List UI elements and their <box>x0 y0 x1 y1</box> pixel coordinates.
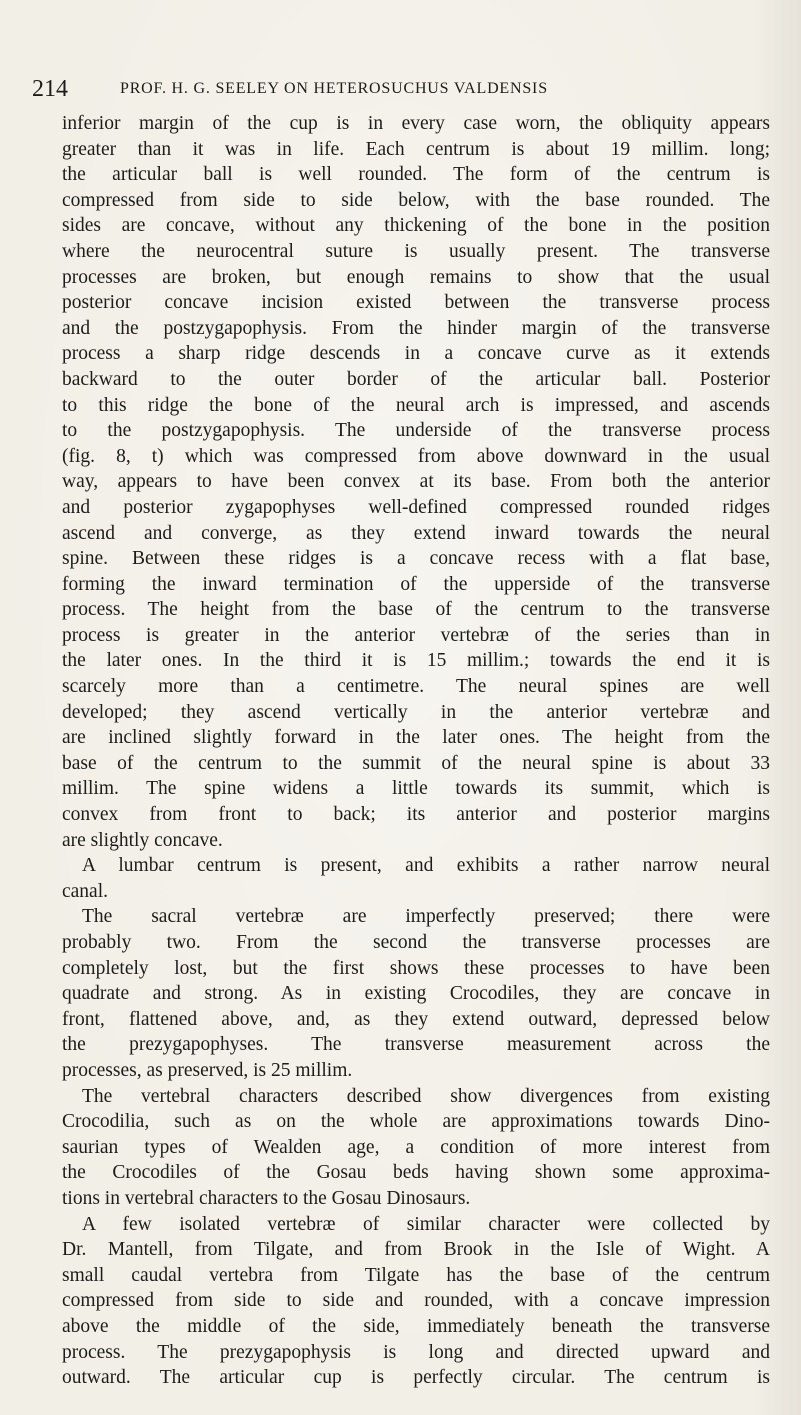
text-line: sides are concave, without any thickening of the bone in the position <box>62 215 770 237</box>
running-head: PROF. H. G. SEELEY ON HETEROSUCHUS VALDENSIS <box>120 80 548 97</box>
text-line: millim. The spine widens a little towards its summit, which is <box>62 778 770 800</box>
text-line: process is greater in the anterior vertebræ of the series than in <box>62 624 770 646</box>
text-line: the articular ball is well rounded. The form of the centrum is <box>62 164 770 186</box>
text-line: front, flattened above, and, as they extend outward, depressed below <box>62 1008 770 1030</box>
text-line: process. The prezygapophysis is long and directed upward and <box>62 1341 770 1363</box>
text-line: backward to the outer border of the articular ball. Posterior <box>62 368 770 390</box>
text-line: compressed from side to side and rounded, with a concave impression <box>62 1290 770 1312</box>
text-line: process a sharp ridge descends in a concave curve as it extends <box>62 343 770 365</box>
text-line: small caudal vertebra from Tilgate has the base of the centrum <box>62 1264 770 1286</box>
text-line: posterior concave incision existed between the transverse process <box>62 292 770 314</box>
text-line: the Crocodiles of the Gosau beds having shown some approxima- <box>62 1162 770 1184</box>
text-line: are inclined slightly forward in the later ones. The height from the <box>62 727 770 749</box>
text-line: probably two. From the second the transverse processes are <box>62 932 770 953</box>
paragraph <box>62 904 770 1083</box>
text-line: saurian types of Wealden age, a condition of more interest from <box>62 1136 770 1158</box>
page-number: 214 <box>32 76 68 102</box>
text-line: canal. <box>62 880 109 902</box>
paragraph <box>62 1212 770 1391</box>
text-line: spine. Between these ridges is a concave recess with a flat base, <box>62 548 770 570</box>
text-line: quadrate and strong. As in existing Crocodiles, they are concave in <box>62 983 770 1005</box>
text-line: tions in vertebral characters to the Gosau Dinosaurs. <box>62 1187 471 1209</box>
text-line: to this ridge the bone of the neural arch is impressed, and ascends <box>62 394 770 416</box>
text-line: processes are broken, but enough remains to show that the usual <box>62 266 770 288</box>
text-line: developed; they ascend vertically in the anterior vertebræ and <box>62 701 770 723</box>
text-line: A lumbar centrum is present, and exhibits a rather narrow neural <box>82 855 770 877</box>
text-line: The sacral vertebræ are imperfectly preserved; there were <box>82 906 770 928</box>
text-line: greater than it was in life. Each centrum is about 19 millim. long; <box>62 138 770 160</box>
text-line: way, appears to have been convex at its base. From both the anterior <box>62 471 770 493</box>
text-line: The vertebral characters described show divergences from existing <box>82 1085 770 1107</box>
text-line: the later ones. In the third it is 15 millim.; towards the end it is <box>62 650 770 672</box>
text-line: process. The height from the base of the centrum to the transverse <box>62 599 770 621</box>
text-line: inferior margin of the cup is in every case worn, the obliquity appears <box>62 113 770 134</box>
text-line: (fig. 8, t) which was compressed from above downward in the usual <box>62 445 770 467</box>
text-line: where the neurocentral suture is usually present. The transverse <box>62 240 770 262</box>
paragraph <box>62 853 770 904</box>
text-line: forming the inward termination of the upperside of the transverse <box>62 573 770 595</box>
text-line: processes, as preserved, is 25 millim. <box>62 1059 353 1081</box>
text-line: completely lost, but the first shows these processes to have been <box>62 957 770 979</box>
text-line: ascend and converge, as they extend inward towards the neural <box>62 522 770 544</box>
text-line: above the middle of the side, immediately beneath the transverse <box>62 1315 770 1337</box>
text-line: outward. The articular cup is perfectly circular. The centrum is <box>62 1367 770 1389</box>
text-line: the prezygapophyses. The transverse measurement across the <box>62 1034 770 1056</box>
text-line: A few isolated vertebræ of similar character were collected by <box>82 1213 770 1235</box>
text-line: Dr. Mantell, from Tilgate, and from Brook in the Isle of Wight. A <box>62 1239 770 1261</box>
paragraph <box>62 111 770 853</box>
page-header <box>32 76 772 102</box>
text-line: Crocodilia, such as on the whole are approximations towards Dino- <box>62 1111 770 1133</box>
text-line: base of the centrum to the summit of the neural spine is about 33 <box>62 752 770 774</box>
text-line: to the postzygapophysis. The underside of the transverse process <box>62 420 770 442</box>
body-text <box>62 111 770 1391</box>
text-line: scarcely more than a centimetre. The neural spines are well <box>62 676 770 698</box>
text-line: compressed from side to side below, with the base rounded. The <box>62 189 770 211</box>
text-line: and posterior zygapophyses well-defined compressed rounded ridges <box>62 496 770 518</box>
paragraph <box>62 1084 770 1212</box>
text-line: are slightly concave. <box>62 829 223 851</box>
text-line: and the postzygapophysis. From the hinder margin of the transverse <box>62 317 770 339</box>
text-line: convex from front to back; its anterior and posterior margins <box>62 804 770 826</box>
